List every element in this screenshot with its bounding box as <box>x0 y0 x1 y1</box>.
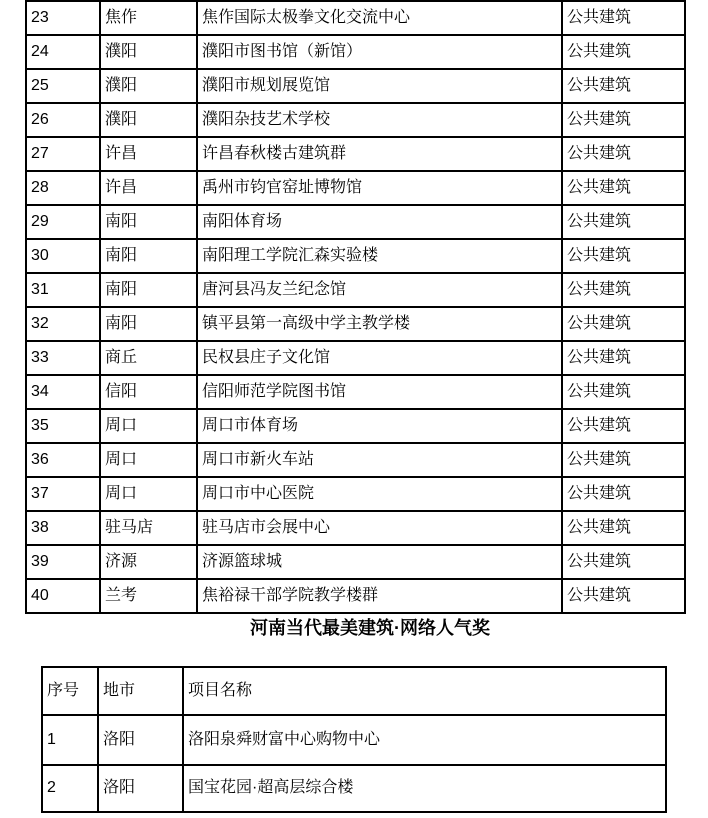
table-row <box>26 545 685 579</box>
table-header-row <box>42 667 666 715</box>
header-project: 项目名称 <box>183 667 666 715</box>
cell-project: 许昌春秋楼古建筑群 <box>197 137 562 171</box>
cell-city: 周口 <box>100 409 197 443</box>
table-row <box>26 443 685 477</box>
section-title: 河南当代最美建筑·网络人气奖 <box>250 618 490 638</box>
table-row <box>26 171 685 205</box>
cell-category: 公共建筑 <box>562 137 685 171</box>
cell-project: 周口市体育场 <box>197 409 562 443</box>
cell-serial: 24 <box>26 35 100 69</box>
cell-serial: 2 <box>42 765 98 812</box>
table-row <box>26 307 685 341</box>
award-table-popularity <box>41 666 667 813</box>
table-row <box>26 273 685 307</box>
table-row <box>26 1 685 35</box>
popularity-table-body <box>42 715 666 812</box>
cell-project: 民权县庄子文化馆 <box>197 341 562 375</box>
cell-city: 南阳 <box>100 273 197 307</box>
cell-serial: 31 <box>26 273 100 307</box>
cell-city: 南阳 <box>100 239 197 273</box>
cell-category: 公共建筑 <box>562 545 685 579</box>
cell-project: 周口市新火车站 <box>197 443 562 477</box>
cell-serial: 40 <box>26 579 100 613</box>
cell-serial: 28 <box>26 171 100 205</box>
cell-project: 唐河县冯友兰纪念馆 <box>197 273 562 307</box>
cell-project: 周口市中心医院 <box>197 477 562 511</box>
award-table-main <box>25 0 686 614</box>
header-serial: 序号 <box>42 667 98 715</box>
cell-category: 公共建筑 <box>562 171 685 205</box>
cell-serial: 25 <box>26 69 100 103</box>
table-row <box>26 579 685 613</box>
cell-serial: 34 <box>26 375 100 409</box>
table-row <box>42 765 666 812</box>
cell-serial: 30 <box>26 239 100 273</box>
table-row <box>26 409 685 443</box>
table-row <box>42 715 666 765</box>
table-row <box>26 205 685 239</box>
cell-city: 南阳 <box>100 205 197 239</box>
cell-serial: 36 <box>26 443 100 477</box>
cell-city: 周口 <box>100 443 197 477</box>
cell-category: 公共建筑 <box>562 273 685 307</box>
cell-project: 济源篮球城 <box>197 545 562 579</box>
cell-city: 南阳 <box>100 307 197 341</box>
table-row <box>26 511 685 545</box>
cell-serial: 33 <box>26 341 100 375</box>
cell-city: 许昌 <box>100 171 197 205</box>
cell-city: 焦作 <box>100 1 197 35</box>
cell-category: 公共建筑 <box>562 205 685 239</box>
cell-city: 周口 <box>100 477 197 511</box>
cell-city: 信阳 <box>100 375 197 409</box>
table-row <box>26 137 685 171</box>
cell-category: 公共建筑 <box>562 239 685 273</box>
cell-project: 焦裕禄干部学院教学楼群 <box>197 579 562 613</box>
cell-category: 公共建筑 <box>562 409 685 443</box>
cell-project: 濮阳市规划展览馆 <box>197 69 562 103</box>
popularity-table-header <box>42 667 666 715</box>
cell-project: 禹州市钧官窑址博物馆 <box>197 171 562 205</box>
cell-city: 济源 <box>100 545 197 579</box>
cell-category: 公共建筑 <box>562 443 685 477</box>
cell-category: 公共建筑 <box>562 477 685 511</box>
cell-city: 商丘 <box>100 341 197 375</box>
cell-serial: 1 <box>42 715 98 765</box>
cell-category: 公共建筑 <box>562 1 685 35</box>
cell-serial: 35 <box>26 409 100 443</box>
cell-category: 公共建筑 <box>562 341 685 375</box>
cell-project: 镇平县第一高级中学主教学楼 <box>197 307 562 341</box>
cell-project: 焦作国际太极拳文化交流中心 <box>197 1 562 35</box>
table-row <box>26 477 685 511</box>
header-city: 地市 <box>98 667 183 715</box>
cell-serial: 38 <box>26 511 100 545</box>
cell-category: 公共建筑 <box>562 579 685 613</box>
table-row <box>26 35 685 69</box>
cell-city: 濮阳 <box>100 35 197 69</box>
cell-city: 驻马店 <box>100 511 197 545</box>
cell-project: 驻马店市会展中心 <box>197 511 562 545</box>
cell-project: 洛阳泉舜财富中心购物中心 <box>183 715 666 765</box>
cell-city: 洛阳 <box>98 715 183 765</box>
cell-project: 南阳理工学院汇森实验楼 <box>197 239 562 273</box>
table-row <box>26 341 685 375</box>
cell-city: 兰考 <box>100 579 197 613</box>
cell-serial: 32 <box>26 307 100 341</box>
cell-category: 公共建筑 <box>562 511 685 545</box>
table-row <box>26 239 685 273</box>
cell-category: 公共建筑 <box>562 103 685 137</box>
cell-project: 信阳师范学院图书馆 <box>197 375 562 409</box>
cell-city: 濮阳 <box>100 103 197 137</box>
cell-category: 公共建筑 <box>562 69 685 103</box>
cell-category: 公共建筑 <box>562 35 685 69</box>
cell-category: 公共建筑 <box>562 307 685 341</box>
cell-serial: 23 <box>26 1 100 35</box>
cell-city: 许昌 <box>100 137 197 171</box>
cell-serial: 37 <box>26 477 100 511</box>
cell-serial: 26 <box>26 103 100 137</box>
cell-project: 南阳体育场 <box>197 205 562 239</box>
cell-serial: 39 <box>26 545 100 579</box>
cell-project: 濮阳杂技艺术学校 <box>197 103 562 137</box>
table-row <box>26 103 685 137</box>
cell-project: 濮阳市图书馆（新馆） <box>197 35 562 69</box>
table-row <box>26 69 685 103</box>
table-row <box>26 375 685 409</box>
main-table-body <box>26 1 685 613</box>
cell-city: 洛阳 <box>98 765 183 812</box>
cell-serial: 27 <box>26 137 100 171</box>
cell-city: 濮阳 <box>100 69 197 103</box>
cell-project: 国宝花园·超高层综合楼 <box>183 765 666 812</box>
cell-category: 公共建筑 <box>562 375 685 409</box>
cell-serial: 29 <box>26 205 100 239</box>
